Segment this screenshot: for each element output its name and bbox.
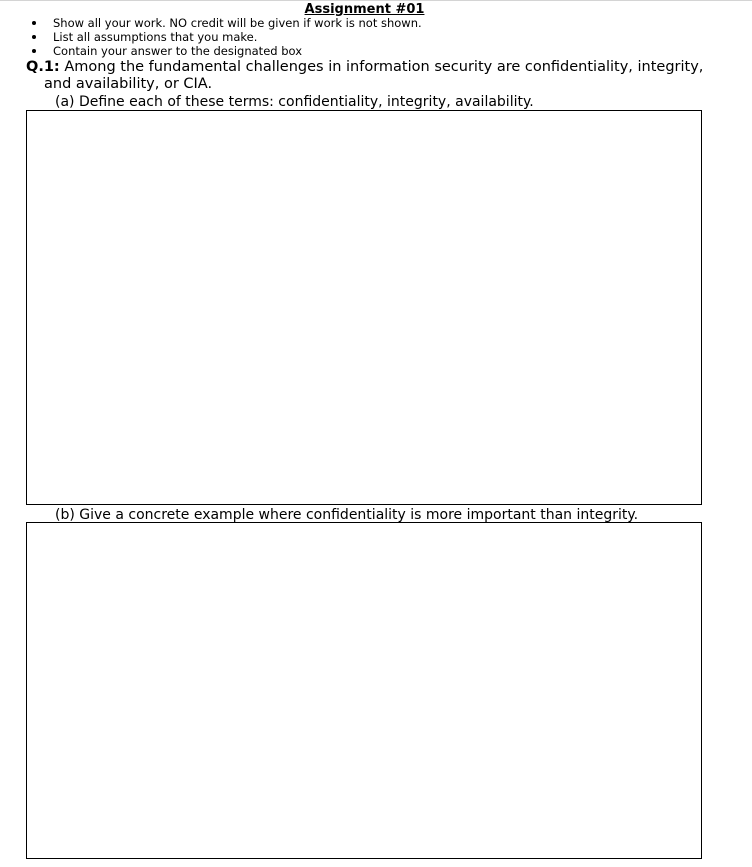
answer-box-a[interactable] <box>26 110 702 505</box>
question-text-line2: and availability, or CIA. <box>44 76 213 92</box>
part-b-label: (b) Give a concrete example where confidentiality is more important than integrity. <box>55 507 639 523</box>
bullet-icon <box>32 35 36 39</box>
question-number: Q.1: <box>26 59 60 75</box>
answer-box-b[interactable] <box>26 522 702 859</box>
bullet-icon <box>32 49 36 53</box>
question-text-line1: Among the fundamental challenges in information security are confidentiality, integrity, <box>64 59 704 75</box>
part-a-label: (a) Define each of these terms: confidentiality, integrity, availability. <box>55 94 534 110</box>
page-top-border <box>0 0 752 1</box>
instruction-text: Contain your answer to the designated box <box>53 44 303 58</box>
question-1 <box>26 59 726 93</box>
instruction-text: List all assumptions that you make. <box>53 30 258 44</box>
instruction-item <box>0 16 422 30</box>
bullet-icon <box>32 21 36 25</box>
instruction-item <box>0 44 422 58</box>
assignment-title: Assignment #01 <box>304 2 425 17</box>
instructions-list <box>0 16 422 58</box>
instruction-item <box>0 30 422 44</box>
instruction-text: Show all your work. NO credit will be given if work is not shown. <box>53 16 422 30</box>
